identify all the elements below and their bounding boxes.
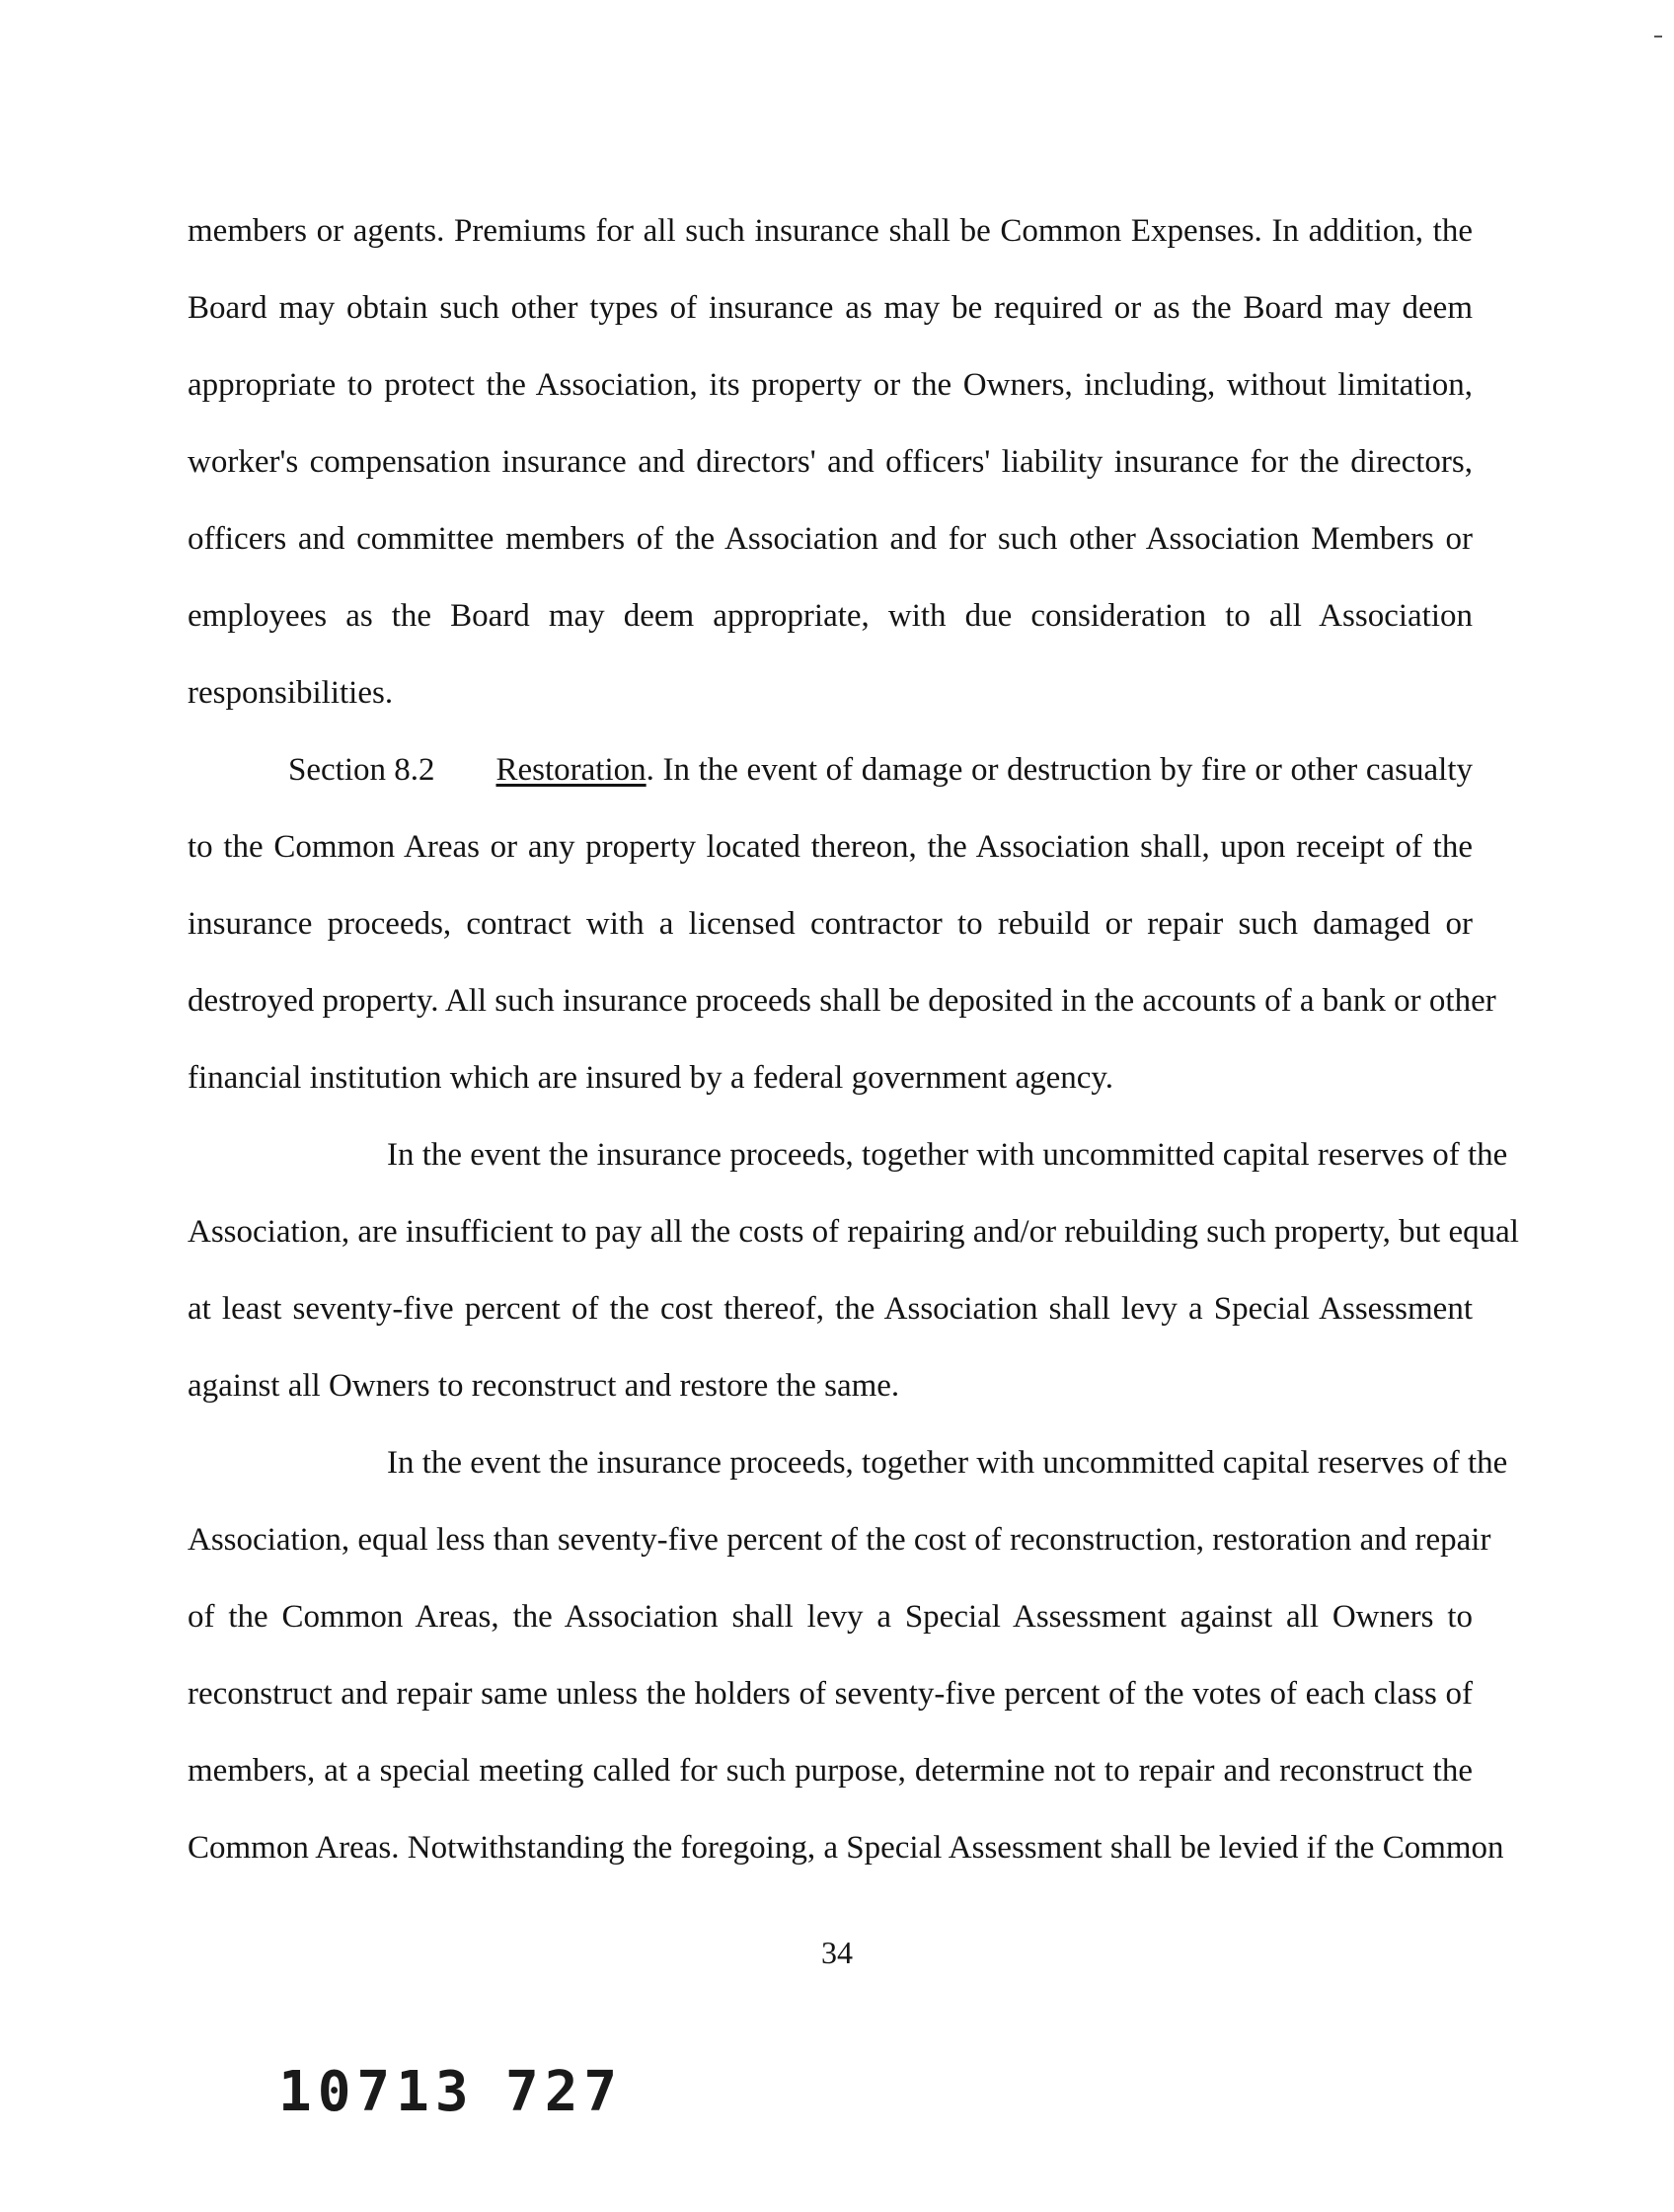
text-line: destroyed property. All such insurance proceeds shall be deposited in the accounts of a bank or other [188, 983, 1496, 1019]
text-line: responsibilities. [188, 675, 394, 711]
text-line: of the Common Areas, the Association shall levy a Special Assessment against all Owners to [188, 1599, 1473, 1635]
text-line: employees as the Board may deem appropriate, with due consideration to all Association [188, 598, 1473, 634]
text-line: worker's compensation insurance and directors' and officers' liability insurance for the directors, [188, 444, 1473, 480]
text-line: appropriate to protect the Association, its property or the Owners, including, without limitation, [188, 367, 1473, 403]
text-line: Association, equal less than seventy-five percent of the cost of reconstruction, restoration and repair [188, 1522, 1491, 1558]
text-line: members, at a special meeting called for such purpose, determine not to repair and reconstruct the [188, 1753, 1473, 1789]
recording-book-number: 10713 [278, 2060, 475, 2124]
text-line: members or agents. Premiums for all such insurance shall be Common Expenses. In addition, the [188, 213, 1473, 249]
text-line: to the Common Areas or any property located thereon, the Association shall, upon receipt of the [188, 829, 1473, 865]
text-line: at least seventy-five percent of the cost thereof, the Association shall levy a Special Assessment [188, 1291, 1473, 1327]
text-line: officers and committee members of the Association and for such other Association Members or [188, 521, 1473, 557]
section-number: Section 8.2 [288, 752, 435, 788]
text-line: Board may obtain such other types of insurance as may be required or as the Board may deem [188, 290, 1473, 326]
recording-page-number: 727 [505, 2060, 624, 2124]
scan-edge-mark [1654, 36, 1662, 38]
text-line: In the event the insurance proceeds, together with uncommitted capital reserves of the [387, 1445, 1508, 1481]
text-line: reconstruct and repair same unless the holders of seventy-five percent of the votes of each class of [188, 1676, 1473, 1712]
text-line: against all Owners to reconstruct and restore the same. [188, 1368, 900, 1404]
page-number: 34 [821, 1935, 853, 1970]
text-line: Common Areas. Notwithstanding the foregoing, a Special Assessment shall be levied if the Common [188, 1830, 1504, 1866]
text-line: insurance proceeds, contract with a licensed contractor to rebuild or repair such damaged or [188, 906, 1473, 942]
text-line: Association, are insufficient to pay all the costs of repairing and/or rebuilding such property, but equal [188, 1214, 1519, 1250]
section-title: Restoration [495, 752, 647, 788]
text-line: financial institution which are insured by a federal government agency. [188, 1060, 1114, 1096]
section-heading-line [288, 750, 1473, 790]
section-heading-text: . In the event of damage or destruction by fire or other casualty [646, 752, 1473, 788]
text-line: In the event the insurance proceeds, together with uncommitted capital reserves of the [387, 1137, 1508, 1173]
